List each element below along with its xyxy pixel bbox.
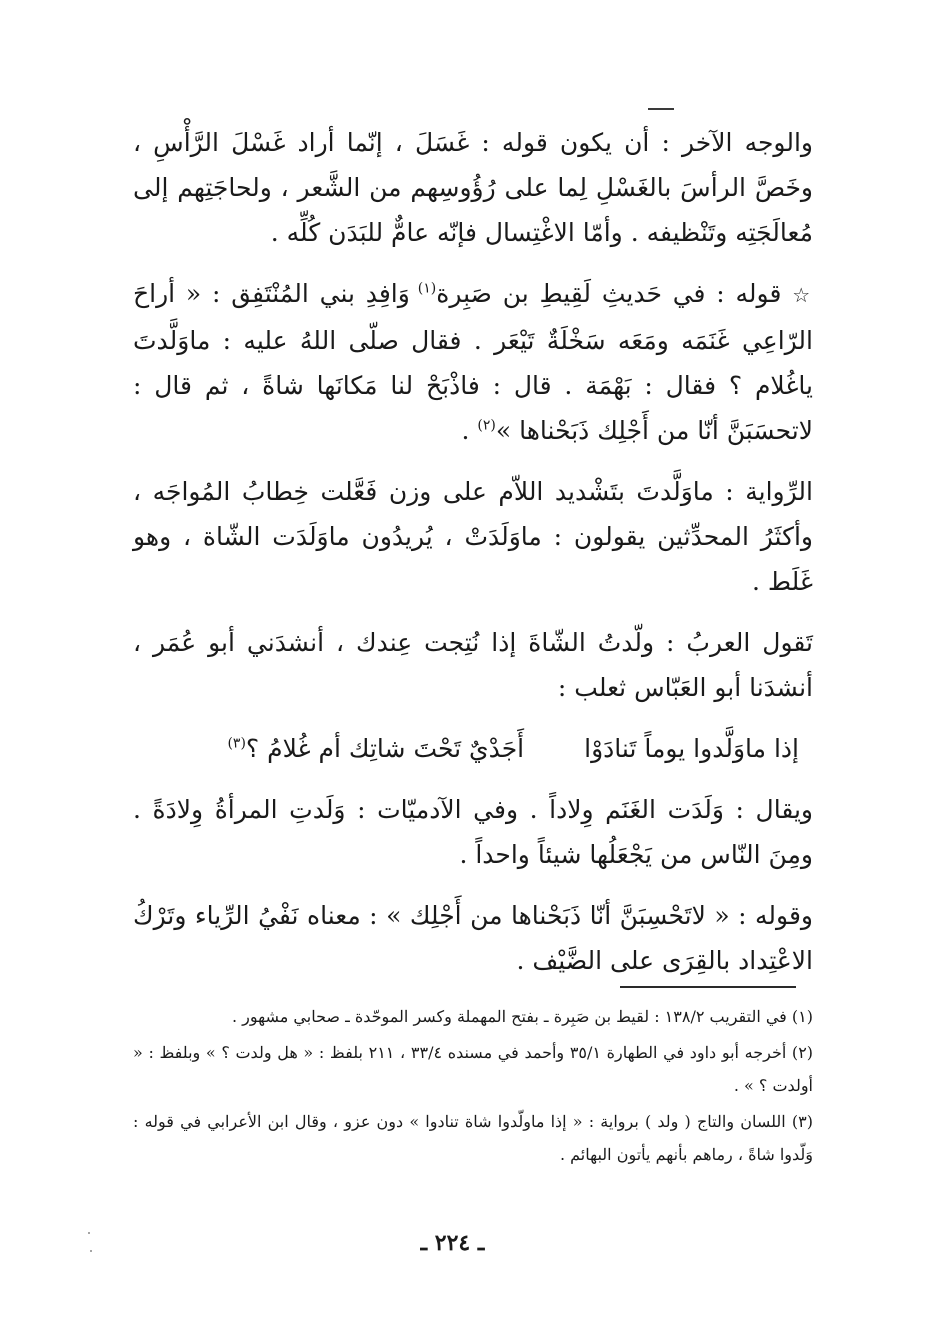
- top-mark: [648, 108, 674, 110]
- verse-second-hemistich-wrap: [227, 726, 524, 771]
- paragraph-4: [133, 620, 813, 710]
- paragraph-1-text: والوجه الآخر : أن يكون قوله : غَسَلَ ، إنّما أراد غَسْلَ الرَّأْسِ ، وخَصَّ الرأسَ بالغَسْلِ لِما على رُؤُوسِهم من الشَّعر ، ولحاجَتِهم إلى مُعالَجَتِه وتَنْظيفه . وأمّا الاغْتِسال فإنّه عامٌّ للبَدَن كُلِّه .: [133, 128, 813, 247]
- footnote-divider: [620, 986, 796, 988]
- poetry-verse: [133, 726, 813, 771]
- star-icon: ☆: [792, 283, 813, 307]
- scan-speck: [90, 1250, 92, 1252]
- verse-second-hemistich: أَجَدْيٌ تَحْتَ شاتِك أم غُلامُ ؟: [245, 734, 525, 763]
- footnotes: [133, 1000, 813, 1174]
- footnote-1: (١) في التقريب ١٣٨/٢ : لقيط بن صَبِرة ـ بفتح المهملة وكسر الموحّدة ـ صحابي مشهور .: [231, 1007, 813, 1026]
- paragraph-3: [133, 469, 813, 604]
- paragraph-2-tail: .: [461, 416, 478, 445]
- scan-speck: [88, 1232, 90, 1234]
- footnote-ref-2: (٢): [477, 417, 496, 434]
- main-text: [133, 120, 813, 983]
- footnote-ref-1: (١): [417, 280, 437, 297]
- verse-first-hemistich: إذا ماوَلَّدوا يوماً تَنادَوْا: [584, 734, 799, 763]
- footnote-ref-3: (٣): [227, 735, 246, 752]
- paragraph-2-text-cont: وَافِدِ بني المُنْتَفِق : « أراحَ الرّاعِي غَنَمَه ومَعَه سَخْلَةٌ تَيْعَر . فقال صلّى اللهُ عليه : ماوَلَّدتَ ياغُلام ؟ فقال : بَهْمَة . قال : فاذْبَحْ لنا مَكانَها شاةً ، ثم قال : لاتحسَبَنَّ أنّا من أَجْلِك ذَبَحْناها »: [133, 279, 813, 445]
- paragraph-2: [133, 271, 813, 453]
- paragraph-4-text: تَقول العربُ : ولّدتُ الشّاةَ إذا نُتِجت عِندك ، أنشدَني أبو عُمَر ، أنشدَنا أبو العَبّاس ثعلب :: [133, 628, 813, 702]
- paragraph-6-text: وقوله : « لاتَحْسِبَنَّ أنّا ذَبَحْناها من أَجْلِك » : معناه نَفْيُ الرِّياء وتَرْكُ الاعْتِداد بالقِرَى على الضَّيْف .: [133, 901, 813, 975]
- paragraph-2-text: قوله : في حَديثِ لَقِيطِ بن صَبِرة: [436, 279, 782, 308]
- paragraph-5: [133, 787, 813, 877]
- footnote-2: (٢) أخرجه أبو داود في الطهارة ٣٥/١ وأحمد في مسنده ٣٣/٤ ، ٢١١ بلفظ : « هل ولدت ؟ » وبلفظ : « أولدت ؟ » .: [133, 1043, 814, 1095]
- paragraph-6: [133, 893, 813, 983]
- paragraph-3-text: الرِّواية : ماوَلَّدتَ بتَشْديد اللاّم على وزن فَعَّلت خِطابُ المُواجَه ، وأكثَرُ المحدِّثين يقولون : ماوَلَدَتْ ، يُريدُون ماوَلَدَت الشّاة ، وهو غَلَط .: [133, 477, 813, 596]
- paragraph-1: [133, 120, 813, 255]
- page-number: ـ ٢٢٤ ـ: [420, 1230, 485, 1256]
- paragraph-5-text: ويقال : وَلَدَت الغَنَم وِلاداً . وفي الآدميّات : وَلَدتِ المرأةُ وِلادَةً . ومِنَ النّاس من يَجْعَلُها شيئاً واحداً .: [133, 795, 813, 869]
- footnote-3: (٣) اللسان والتاج ( ولد ) برواية : « إذا ماولّدوا شاة تنادوا » دون عزو ، وقال ابن الأعرابي في قوله : وَلّدوا شاةً ، رماهم بأنهم يأتون البهائم .: [133, 1112, 813, 1164]
